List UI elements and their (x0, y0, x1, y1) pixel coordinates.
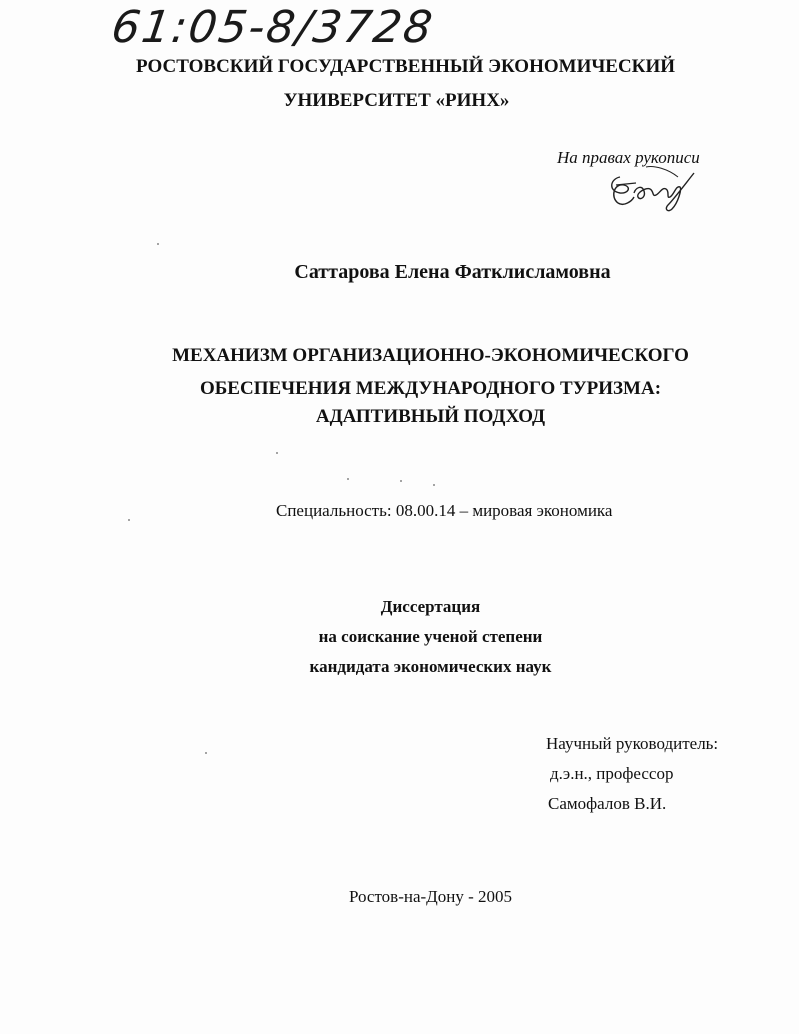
university-name-line1: РОСТОВСКИЙ ГОСУДАРСТВЕННЫЙ ЭКОНОМИЧЕСКИЙ (135, 56, 676, 77)
dissertation-title-line1: МЕХАНИЗМ ОРГАНИЗАЦИОННО-ЭКОНОМИЧЕСКОГО (172, 345, 689, 366)
scan-speck (276, 452, 278, 454)
degree-purpose: на соискание ученой степени (318, 627, 543, 646)
supervisor-label: Научный руководитель: (546, 734, 719, 753)
archive-number-handwritten: 61:05-8/3728 (108, 2, 438, 53)
scan-speck (347, 478, 349, 480)
dissertation-title-line3: АДАПТИВНЫЙ ПОДХОД (315, 406, 546, 427)
scan-speck (433, 484, 435, 486)
supervisor-name: Самофалов В.И. (548, 794, 667, 813)
specialty-line: Специальность: 08.00.14 – мировая экономика (276, 501, 613, 520)
author-name: Саттарова Елена Фатклисламовна (294, 261, 611, 283)
university-name-line2: УНИВЕРСИТЕТ «РИНХ» (283, 90, 510, 111)
scan-speck (205, 752, 207, 754)
degree-name: кандидата экономических наук (309, 657, 552, 676)
supervisor-degree: д.э.н., профессор (550, 764, 674, 783)
dissertation-label: Диссертация (380, 597, 481, 616)
scan-speck (400, 480, 402, 482)
scan-speck (128, 519, 130, 521)
scan-speck (157, 243, 159, 245)
signature-image (606, 163, 698, 213)
dissertation-title-line2: ОБЕСПЕЧЕНИЯ МЕЖДУНАРОДНОГО ТУРИЗМА: (199, 378, 662, 399)
rights-note: На правах рукописи (557, 148, 700, 167)
place-and-year: Ростов-на-Дону - 2005 (348, 887, 513, 906)
